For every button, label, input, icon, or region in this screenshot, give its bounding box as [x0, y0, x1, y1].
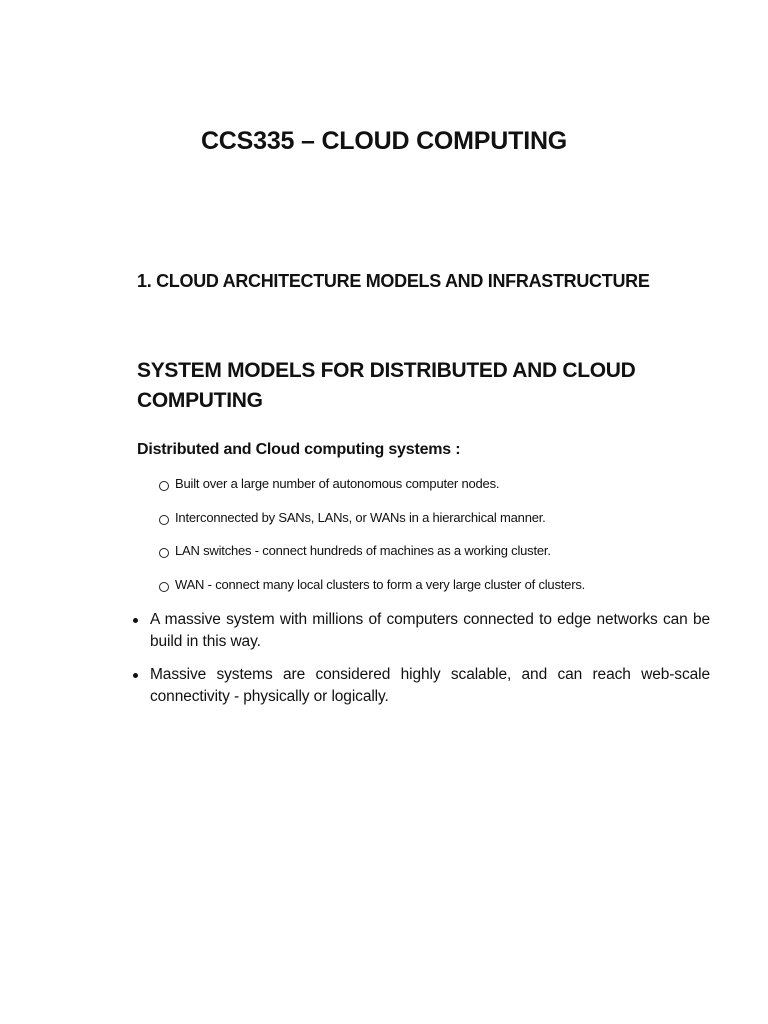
bullet-item — [133, 609, 710, 653]
subheading: Distributed and Cloud computing systems : — [137, 441, 461, 458]
circle-icon — [159, 481, 169, 491]
topic-heading: SYSTEM MODELS FOR DISTRIBUTED AND CLOUD COMPUTING — [137, 359, 636, 412]
sub-point-item — [159, 476, 585, 510]
document-title: CCS335 – CLOUD COMPUTING — [200, 127, 568, 155]
circle-icon — [159, 548, 169, 558]
sub-point-text: Interconnected by SANs, LANs, or WANs in a hierarchical manner. — [175, 509, 546, 525]
circle-icon — [159, 515, 169, 525]
sub-point-item — [159, 543, 585, 577]
sub-point-text: Built over a large number of autonomous computer nodes. — [175, 476, 500, 491]
circle-icon — [159, 582, 169, 592]
bullet-dot-icon — [133, 618, 138, 623]
bullet-list — [133, 609, 710, 719]
sub-point-item — [159, 510, 585, 544]
sub-point-item — [159, 577, 585, 611]
sub-point-text: LAN switches - connect hundreds of machines as a working cluster. — [175, 543, 551, 558]
section-heading: 1. CLOUD ARCHITECTURE MODELS AND INFRASTRUCTURE — [137, 271, 650, 291]
bullet-dot-icon — [133, 673, 138, 678]
bullet-text: A massive system with millions of computers connected to edge networks can be build in this way. — [150, 611, 710, 650]
sub-point-list — [159, 476, 585, 610]
sub-point-text: WAN - connect many local clusters to form a very large cluster of clusters. — [175, 576, 586, 592]
bullet-text: Massive systems are considered highly scalable, and can reach web-scale connectivity - physically or logically. — [150, 666, 710, 705]
bullet-item — [133, 664, 710, 708]
